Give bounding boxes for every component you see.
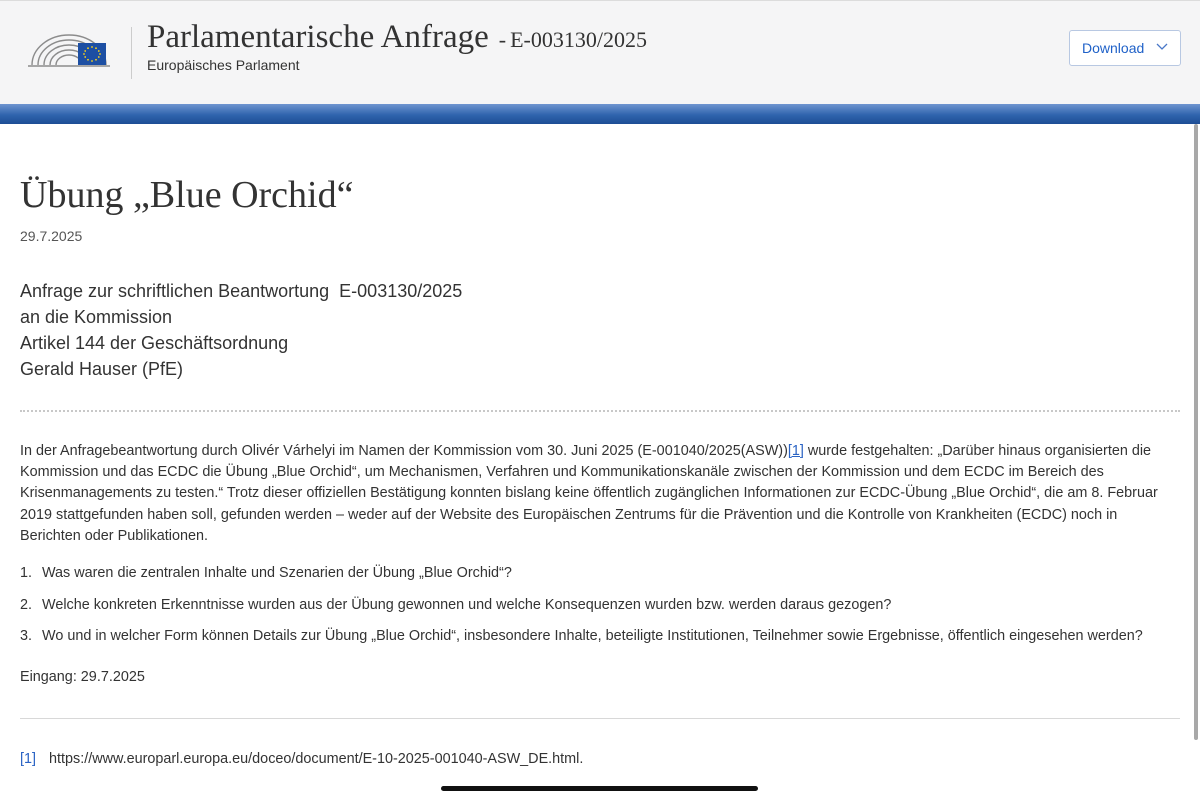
question-text: Welche konkreten Erkenntnisse wurden aus der Übung gewonnen und welche Konsequenzen wurden bzw. werden daraus gezogen? xyxy=(42,597,892,613)
received-date: Eingang: 29.7.2025 xyxy=(20,669,145,685)
header-title-line xyxy=(147,19,647,56)
list-item xyxy=(20,597,891,613)
parliament-subtitle: Europäisches Parlament xyxy=(147,57,300,73)
page-title: Parlamentarische Anfrage xyxy=(147,19,489,55)
chevron-down-icon xyxy=(1156,43,1168,51)
download-button[interactable] xyxy=(1069,30,1181,66)
footnote-link[interactable]: [1] xyxy=(787,443,804,459)
document-title: Übung „Blue Orchid“ xyxy=(20,174,354,216)
meta-author: Gerald Hauser (PfE) xyxy=(20,359,184,379)
question-text: Was waren die zentralen Inhalte und Szenarien der Übung „Blue Orchid“? xyxy=(42,565,512,581)
page-header xyxy=(0,0,1200,104)
intro-text-before: In der Anfragebeantwortung durch Olivér Várhelyi im Namen der Kommission vom 30. Juni 2025 (E-001040/2025(ASW)) xyxy=(20,443,788,459)
download-button-label: Download xyxy=(1082,40,1145,56)
question-text: Wo und in welcher Form können Details zur Übung „Blue Orchid“, insbesondere Inhalte, beteiligte Institutionen, Teilnehmer sowie Ergebnisse, öffentlich eingesehen werden? xyxy=(42,628,1143,644)
meta-question-type: Anfrage zur schriftlichen Beantwortung E-003130/2025 xyxy=(20,281,463,301)
list-item xyxy=(20,628,1143,644)
dotted-divider xyxy=(20,410,1180,412)
footnote-url[interactable]: https://www.europarl.europa.eu/doceo/document/E-10-2025-001040-ASW_DE.html. xyxy=(49,751,584,767)
document-meta xyxy=(20,278,462,382)
home-indicator[interactable] xyxy=(441,786,758,791)
meta-rule-article: Artikel 144 der Geschäftsordnung xyxy=(20,333,289,353)
european-parliament-logo-icon[interactable] xyxy=(26,25,112,71)
intro-text-after: wurde festgehalten: „Darüber hinaus organisierten die Kommission und das ECDC die Übung „Blue Orchid“, um Mechanismen, Verfahren und Kommunikationskanäle zwischen der Kommission und dem ECDC im Bereich des Krisenmanagements zu testen.“ Trotz dieser offiziellen Bestätigung konnten bislang keine öffentlich zugänglichen Informationen zur ECDC-Übung „Blue Orchid“, die am 8. Februar 2019 stattgefunden haben soll, gefunden werden – weder auf der Website des Europäischen Zentrums für die Prävention und die Kontrolle von Krankheiten (ECDC) noch in Berichten oder Publikationen. xyxy=(20,443,1158,544)
question-reference: E-003130/2025 xyxy=(510,27,647,52)
title-separator: - xyxy=(498,27,507,52)
question-body-paragraph xyxy=(20,441,1180,547)
header-divider xyxy=(131,27,132,79)
question-number: 2. xyxy=(20,597,33,613)
footnote-divider xyxy=(20,718,1180,719)
meta-addressee: an die Kommission xyxy=(20,307,173,327)
footnote xyxy=(20,751,583,767)
header-accent-bar xyxy=(0,104,1200,124)
list-item xyxy=(20,565,512,581)
question-number: 1. xyxy=(20,565,33,581)
footnote-ref-link[interactable]: [1] xyxy=(20,751,36,767)
document-date: 29.7.2025 xyxy=(20,228,83,244)
scrollbar[interactable] xyxy=(1194,124,1198,740)
question-number: 3. xyxy=(20,628,33,644)
